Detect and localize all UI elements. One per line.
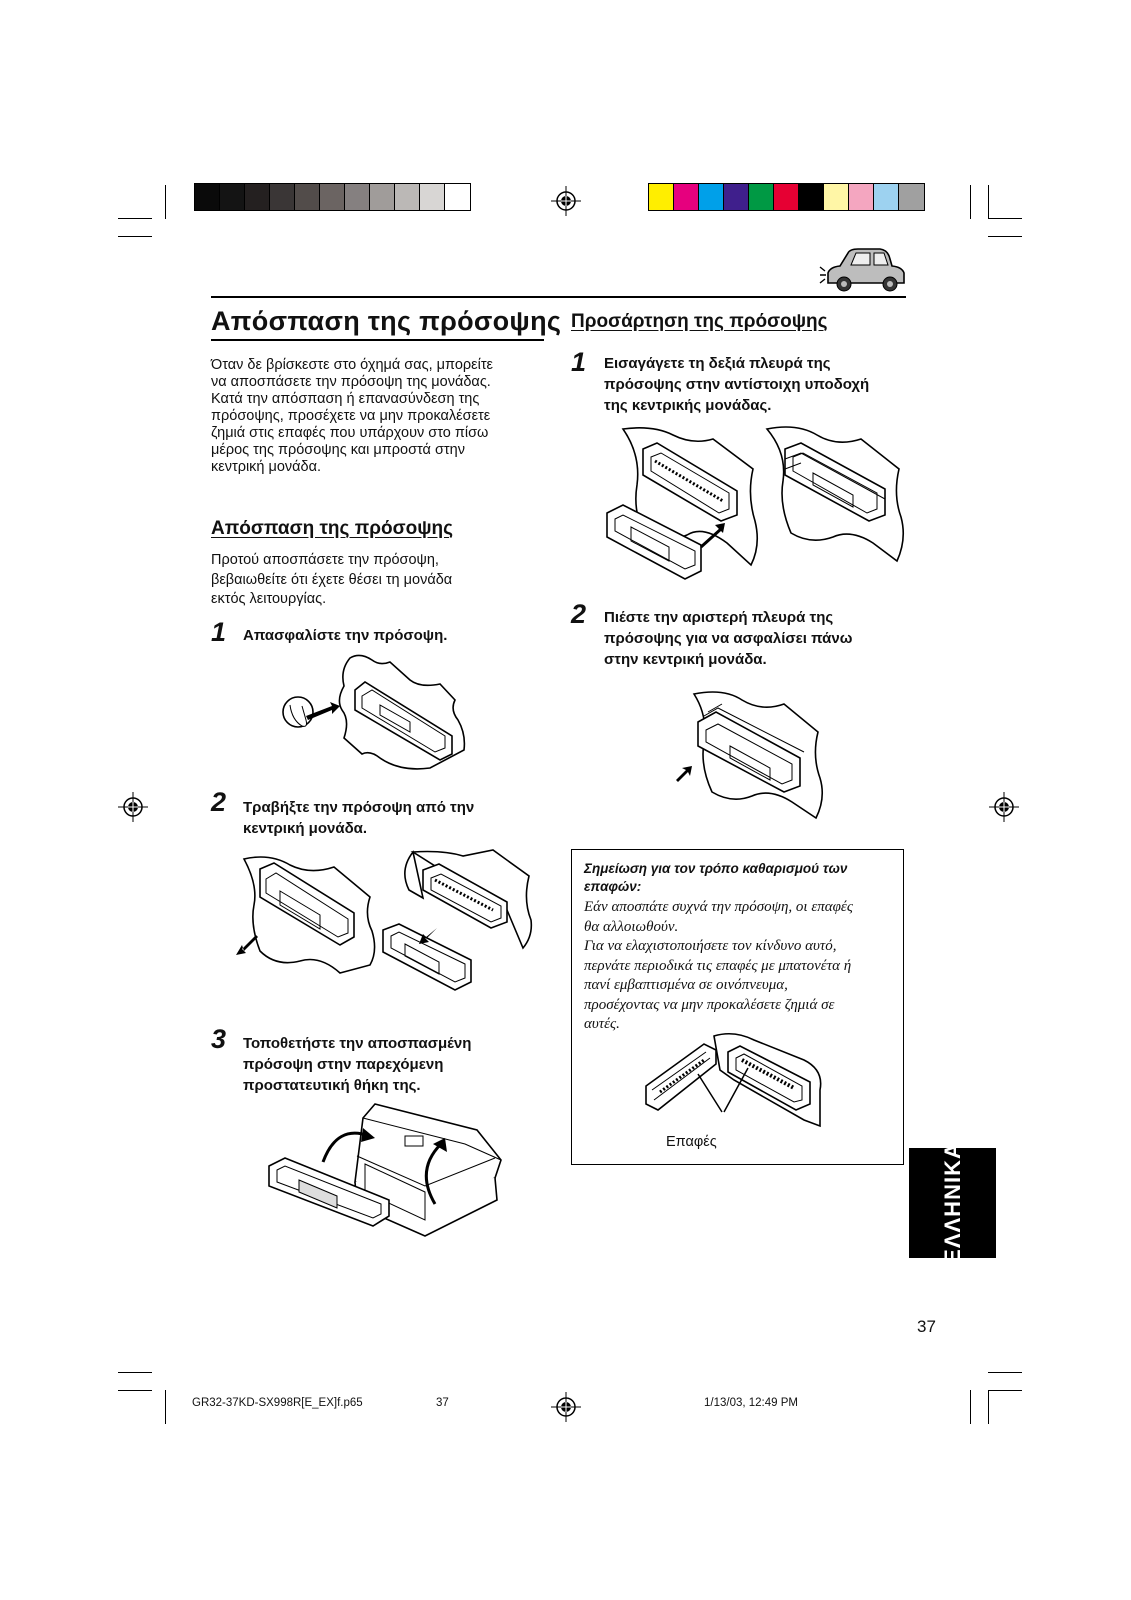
color-swatch (774, 184, 799, 210)
color-swatch (270, 184, 295, 210)
faceplate-removed-illustration (383, 850, 533, 995)
step-text: Τραβήξτε την πρόσοψη από την κεντρική μονάδα. (243, 799, 475, 837)
header-rule (211, 296, 906, 298)
color-swatch (420, 184, 445, 210)
color-swatch (799, 184, 824, 210)
registration-target-icon (551, 1392, 581, 1422)
step-text: Τοποθετήστε την αποσπασμένη πρόσοψη στην παρεχόμενη προστατευτική θήκη της. (243, 1035, 472, 1094)
title-underline (211, 339, 544, 341)
color-swatch (395, 184, 420, 210)
contacts-caption: Επαφές (666, 1134, 717, 1150)
color-swatch (749, 184, 774, 210)
color-swatch (445, 184, 470, 210)
step-text: Πιέστε την αριστερή πλευρά της πρόσοψης για να ασφαλίσει πάνω στην κεντρική μονάδα. (604, 609, 853, 668)
cleaning-note-box (571, 849, 904, 1165)
color-swatch (320, 184, 345, 210)
page-title: Απόσπαση της πρόσοψης (211, 306, 562, 336)
step-number: 2 (571, 599, 587, 629)
color-swatch (899, 184, 924, 210)
color-swatch (874, 184, 899, 210)
step-number: 2 (211, 787, 227, 817)
footer-filename: GR32-37KD-SX998R[E_EX]f.p65 (192, 1397, 363, 1409)
section-title-attach: Προσάρτηση της πρόσοψης (571, 311, 828, 332)
note-text: Εάν αποσπάτε συχνά την πρόσοψη, οι επαφές θα αλλοιωθούν. Για να ελαχιστοποιήσετε τον κίνδυνο αυτό, περνάτε περιοδικά τις επαφές με μπατονέτα ή πανί εμβαπτισμένα σε οινόπνευμα, προσέχοντας να μην προκαλέσετε ζημιά σε αυτές. (584, 899, 853, 1032)
unlock-faceplate-illustration (280, 650, 490, 775)
registration-target-icon (551, 186, 581, 216)
detach-intro: Προτού αποσπάσετε την πρόσοψη, βεβαιωθείτε ότι έχετε θέσει τη μονάδα εκτός λειτουργίας. (211, 552, 453, 607)
color-swatch (295, 184, 320, 210)
footer-timestamp: 1/13/03, 12:49 PM (704, 1397, 798, 1409)
color-swatch (245, 184, 270, 210)
color-swatch (699, 184, 724, 210)
press-faceplate-illustration (678, 690, 828, 825)
contacts-illustration (644, 1030, 834, 1140)
color-swatch (674, 184, 699, 210)
color-swatch (849, 184, 874, 210)
grayscale-bar (194, 183, 471, 211)
footer-page: 37 (436, 1397, 449, 1409)
registration-target-icon (989, 792, 1019, 822)
car-icon (818, 245, 908, 295)
color-swatch (370, 184, 395, 210)
color-swatch (824, 184, 849, 210)
step-text: Εισαγάγετε τη δεξιά πλευρά της πρόσοψης στην αντίστοιχη υποδοχή της κεντρικής μονάδας. (604, 355, 870, 414)
pull-faceplate-illustration (240, 855, 380, 977)
registration-target-icon (118, 792, 148, 822)
insert-faceplate-illustration (603, 425, 763, 590)
color-swatch (220, 184, 245, 210)
step-number: 1 (571, 347, 587, 377)
language-tab (909, 1142, 996, 1264)
faceplate-case-illustration (265, 1100, 505, 1240)
step-text: Απασφαλίστε την πρόσοψη. (243, 627, 448, 644)
language-tab-label: ΕΛΛΗΝΙΚΑ (939, 1142, 965, 1264)
step-number: 1 (211, 617, 227, 647)
page-number: 37 (917, 1317, 936, 1336)
intro-paragraph: Όταν δε βρίσκεστε στο όχημά σας, μπορείτε να αποσπάσετε την πρόσοψη της μονάδας. Κατά την απόσπαση ή επανασύνδεση της πρόσοψης, προσέχετε να μην προκαλέσετε ζημιά στις επαφές που υπάρχουν στο πίσω μέρος της πρόσοψης και μπροστά στην κεντρική μονάδα. (211, 357, 494, 475)
color-bar (648, 183, 925, 211)
color-swatch (345, 184, 370, 210)
color-swatch (195, 184, 220, 210)
faceplate-inserted-illustration (763, 425, 903, 575)
note-title: Σημείωση για τον τρόπο καθαρισμού των επαφών: (584, 861, 848, 894)
section-title-detach: Απόσπαση της πρόσοψης (211, 518, 454, 539)
step-number: 3 (211, 1024, 227, 1054)
color-swatch (649, 184, 674, 210)
color-swatch (724, 184, 749, 210)
